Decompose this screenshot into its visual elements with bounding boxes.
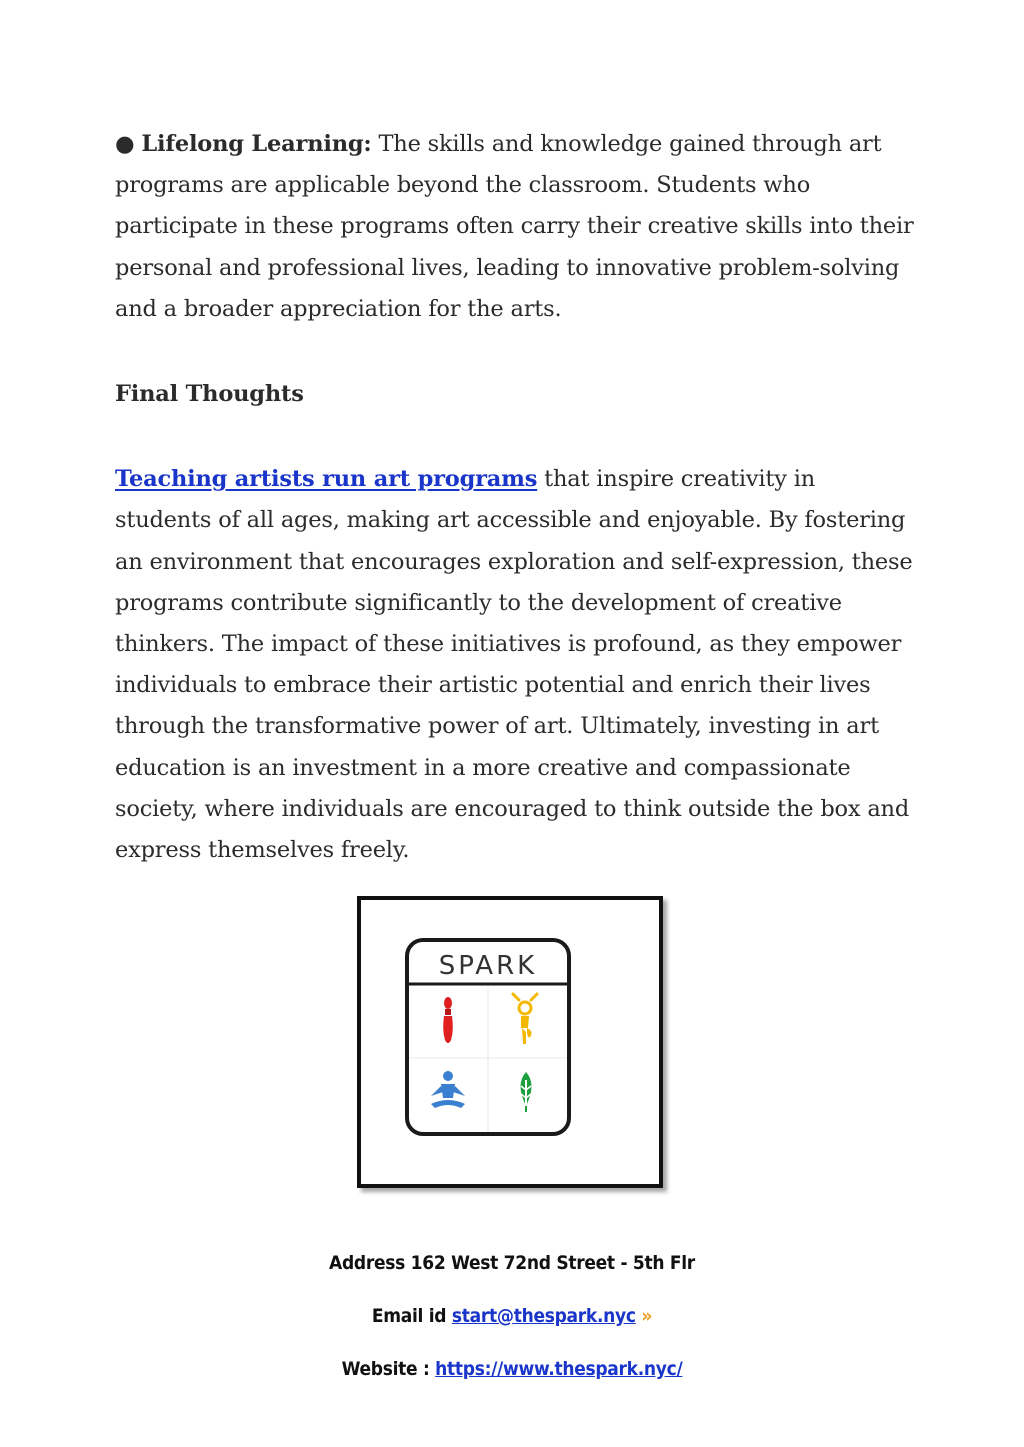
- spark-logo: [361, 900, 659, 1184]
- email-line: [0, 1305, 1024, 1327]
- email-link[interactable]: start@thespark.nyc: [451, 1305, 636, 1327]
- spark-logo-text: SPARK: [438, 951, 538, 981]
- website-link[interactable]: https://www.thespark.nyc/: [435, 1358, 683, 1380]
- lifelong-learning-text: The skills and knowledge gained through art programs are applicable beyond the classroom. Students who participate in these programs often carry their creative skills into their personal and professional lives, leading to innovative problem-solving and a broader appreciation for the arts.: [115, 131, 914, 322]
- address-text: Address 162 West 72nd Street - 5th Flr: [329, 1252, 695, 1274]
- address-line: [0, 1252, 1024, 1274]
- paintbrush-icon: [443, 997, 453, 1043]
- bullet-glyph: ●: [115, 131, 135, 157]
- final-thoughts-paragraph: [115, 459, 915, 871]
- lifelong-learning-label: Lifelong Learning:: [141, 131, 372, 157]
- lifelong-learning-paragraph: [115, 124, 915, 330]
- final-thoughts-text: that inspire creativity in students of all ages, making art accessible and enjoyable. By fostering an environment that encourages exploration and self-expression, these programs contribute significantly to the development of creative thinkers. The impact of these initiatives is profound, as they empower individuals to embrace their artistic potential and enrich their lives through the transformative power of art. Ultimately, investing in art education is an investment in a more creative and compassionate society, where individuals are encouraged to think outside the box and express themselves freely.: [115, 466, 913, 864]
- website-label: Website :: [341, 1358, 436, 1380]
- email-label: Email id: [371, 1305, 452, 1327]
- teaching-artists-link[interactable]: Teaching artists run art programs: [115, 466, 538, 493]
- email-arrow-icon: »: [635, 1305, 653, 1327]
- spark-logo-frame: [357, 896, 663, 1188]
- final-thoughts-heading: Final Thoughts: [115, 381, 304, 408]
- article-body: [115, 124, 915, 871]
- website-line: [0, 1358, 1024, 1380]
